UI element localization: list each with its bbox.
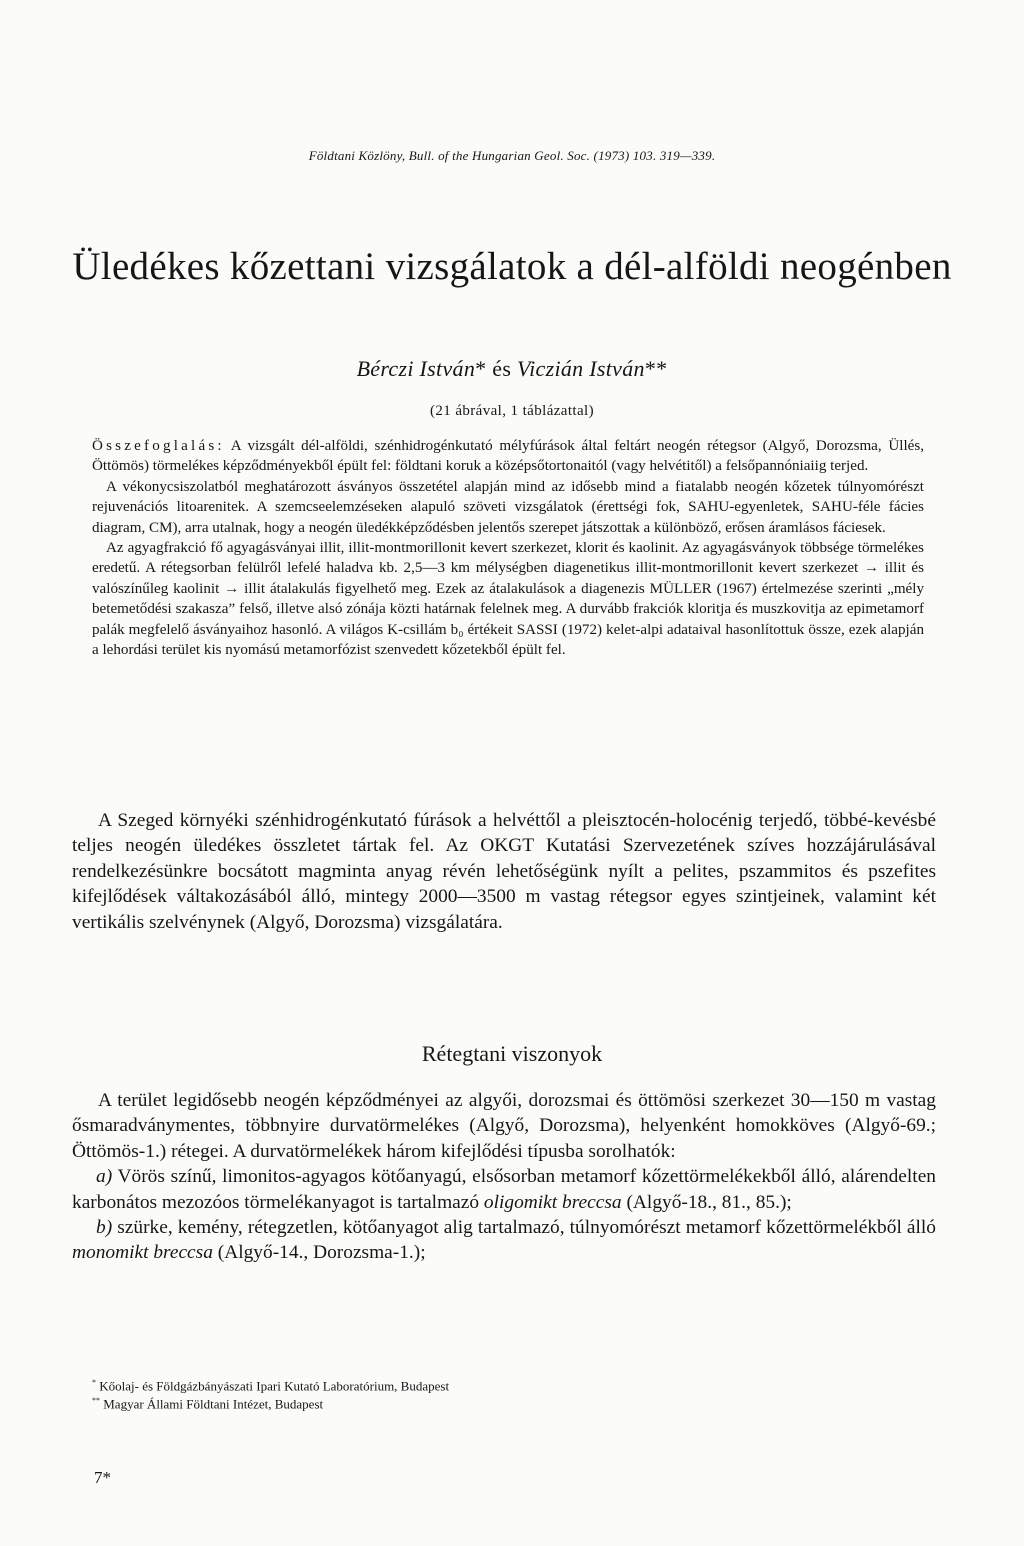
abstract-paragraph-1: [92, 436, 924, 477]
author-2: Viczián István: [517, 356, 645, 381]
item-b-text: szürke, kemény, rétegzetlen, kötőanyagot alig tartalmazó, túlnyomórészt metamorf kőzettörmelékből álló: [117, 1217, 936, 1239]
journal-header: Földtani Közlöny, Bull. of the Hungarian Geol. Soc. (1973) 103. 319—339.: [308, 148, 716, 163]
stratigraphy-paragraph: A terület legidősebb neogén képződményei az algyői, dorozsmai és öttömösi szerkezet 30—150 m vastag ősmaradványmentes, többnyire durvatörmelékes (Algyő, Dorozsma), helyenként homokköves (Algyő-69.; Öttömös-1.) rétegei. A durvatörmelékek három kifejlődési típusba sorolhatók:: [72, 1090, 936, 1162]
figure-table-count: (21 ábrával, 1 táblázattal): [429, 403, 595, 419]
item-b-ref: (Algyő-14., Dorozsma-1.);: [217, 1242, 426, 1264]
abstract-paragraph-3: Az agyagfrakció fő agyagásványai illit, illit-montmorillonit kevert szerkezet, klorit és kaolinit. Az agyagásványok többsége törmelékes eredetű. A rétegsorban felülről lefelé haladva kb. 2,5—3 km mélységben diagenetikus illit-montmorillonit kevert szerkezet → illit és valószínűleg kaolinit → illit átalakulás figyelhető meg. Ezek az átalakulások a diagenezis MÜLLER (1967) értelmezése szerinti „mély betemetődési szakasza” felső, illetve alsó zónája közti határnak felelnek meg. A durvább frakciók kloritja és muszkovitja az epimetamorf palák megfelelő ásványaihoz hasonló. A világos K-csillám b₀ értékeit SASSI (1972) kelet-alpi adataival hasonlítottuk össze, ezek alapján a lehordási terület kis nyomású metamorfózist szenvedett kőzetekből épült fel.: [92, 540, 924, 659]
item-b-marker: b): [96, 1217, 113, 1239]
section-heading: Rétegtani viszonyok: [421, 1041, 603, 1066]
footnote-2-text: Magyar Állami Földtani Intézet, Budapest: [103, 1396, 324, 1412]
abstract-paragraph-2: A vékonycsiszolatból meghatározott ásványos összetétel alapján mind az idősebb mind a fiatalabb neogén kőzetek túlnyomórészt rejuvenációs litoarenitek. A szemcseelemzéseken alapuló szöveti vizsgálatok (érettségi fok, SAHU-egyenletek, SAHU-féle fácies diagram, CM), arra utalnak, hogy a neogén üledékképződésben jelentős szerepet játszottak a különböző, erősen áramlásos fáciesek.: [92, 478, 924, 536]
footnote-1-mark: *: [92, 1378, 96, 1387]
authors-line: [0, 356, 1024, 382]
author-1: Bérczi István: [356, 356, 476, 381]
author-connector: és: [492, 356, 512, 381]
author-1-mark: *: [475, 356, 487, 381]
abstract: [92, 436, 924, 660]
page-number: 7*: [94, 1468, 111, 1487]
intro-paragraph: A Szeged környéki szénhidrogénkutató fúrások a helvéttől a pleisztocén-holocénig terjedő, többé-kevésbé teljes neogén üledékes összletet tártak fel. Az OKGT Kutatási Szervezetének szíves hozzájárulásával rendelkezésünkre bocsátott magminta anyag révén lehetőségünk nyílt a pelites, pszammitos és pszefites kifejlődések váltakozásából álló, mintegy 2000—3500 m vastag rétegsor egyes szintjeinek, valamint két vertikális szelvénynek (Algyő, Dorozsma) vizsgálatára.: [72, 810, 936, 933]
list-item-b: [72, 1215, 936, 1266]
item-a-term: oligomikt breccsa: [483, 1191, 622, 1213]
abstract-text-1: A vizsgált dél-alföldi, szénhidrogénkutató mélyfúrások által feltárt neogén rétegsor (Algyő, Dorozsma, Üllés, Öttömös) törmelékes képződményekből épült fel: földtani koruk a középsőtortonaitól (vagy helvétitől) a felsőpannóniaiig terjed.: [92, 438, 924, 475]
footnote-2: [92, 1393, 924, 1411]
stratigraphy-section: [72, 1088, 936, 1266]
article-title: Üledékes kőzettani vizsgálatok a dél-alföldi neogénben: [72, 245, 952, 288]
item-a-text: Vörös színű, limonitos-agyagos kötőanyagú, elsősorban metamorf kőzettörmelékekből álló, alárendelten karbonátos mezozóos törmelékanyagot is tartalmazó: [72, 1166, 936, 1213]
footnotes: [92, 1375, 924, 1412]
footnote-1: [92, 1375, 924, 1393]
author-2-mark: **: [644, 356, 668, 381]
footnote-1-text: Kőolaj- és Földgázbányászati Ipari Kutató Laboratórium, Budapest: [99, 1378, 450, 1394]
abstract-lead: Összefoglalás:: [92, 438, 225, 454]
item-a-marker: a): [96, 1166, 113, 1188]
intro-section: [72, 808, 936, 935]
item-b-term: monomikt breccsa: [72, 1242, 213, 1264]
list-item-a: [72, 1164, 936, 1215]
item-a-ref: (Algyő-18., 81., 85.);: [626, 1191, 792, 1213]
footnote-2-mark: **: [92, 1396, 100, 1406]
